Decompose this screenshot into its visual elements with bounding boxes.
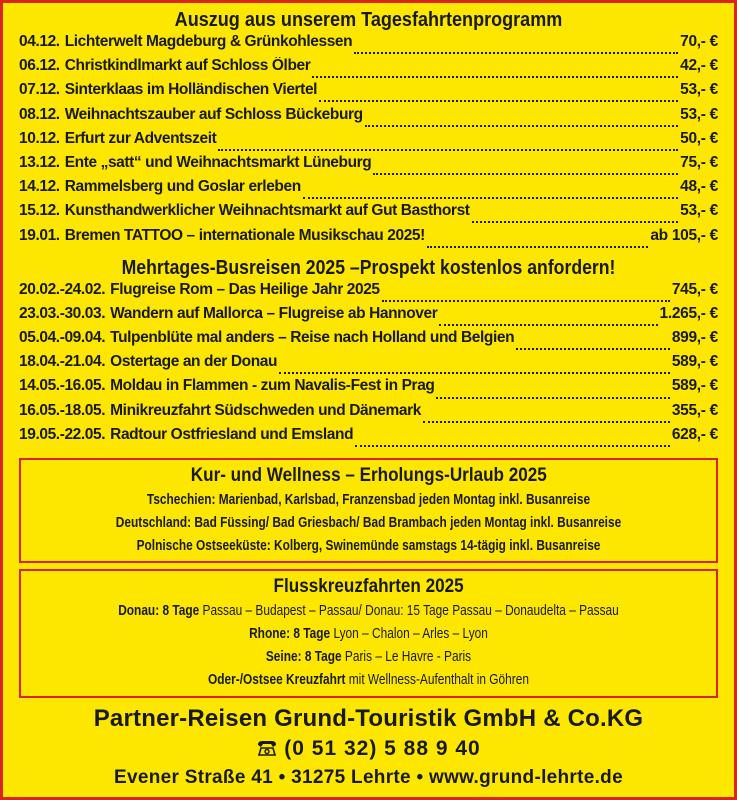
dot-leader: [279, 360, 670, 374]
footer: [19, 704, 718, 792]
trip-row: [19, 281, 718, 305]
trip-price: 75,- €: [680, 153, 718, 171]
trip-date: 15.12.: [19, 202, 60, 220]
trip-date: 19.05.-22.05.: [19, 425, 106, 443]
cruise-line: [84, 600, 654, 623]
dot-leader: [365, 113, 678, 127]
trip-title: Flugreise Rom – Das Heilige Jahr 2025: [110, 280, 380, 298]
trip-date: 08.12.: [19, 105, 60, 123]
day-trips-heading: Auszug aus unserem Tagesfahrtenprogramm: [174, 8, 563, 31]
dot-leader: [354, 40, 678, 54]
cruise-route: mit Wellness-Aufenthalt in Göhren: [345, 672, 529, 688]
dot-leader: [439, 312, 657, 326]
wellness-line: Deutschland: Bad Füssing/ Bad Griesbach/ Bad Brambach jeden Montag inkl. Busanreise: [115, 515, 622, 531]
trip-date: 10.12.: [19, 129, 60, 147]
trip-row: [19, 178, 718, 202]
cruise-line: [84, 623, 654, 646]
multi-day-trips-list: [19, 281, 718, 450]
dot-leader: [355, 433, 670, 447]
dot-leader: [303, 185, 678, 199]
trip-title: Erfurt zur Adventszeit: [64, 129, 217, 147]
wellness-line: Polnische Ostseeküste: Kolberg, Swinemünde samstags 14-tägig inkl. Busanreise: [136, 538, 601, 554]
trip-date: 14.12.: [19, 178, 60, 196]
trip-row: [19, 130, 718, 154]
trip-date: 07.12.: [19, 81, 60, 99]
trip-row: [19, 106, 718, 130]
trip-title: Ente „satt“ und Weihnachtsmarkt Lüneburg: [64, 153, 372, 171]
trip-title: Tulpenblüte mal anders – Reise nach Holland und Belgien: [110, 329, 515, 347]
wellness-heading: Kur- und Wellness – Erholungs-Urlaub 2025: [190, 465, 547, 486]
dot-leader: [423, 409, 670, 423]
trip-price: 50,- €: [680, 129, 718, 147]
trip-title: Radtour Ostfriesland und Emsland: [110, 425, 354, 443]
trip-title: Minikreuzfahrt Südschweden und Dänemark: [110, 401, 421, 419]
trip-date: 06.12.: [19, 57, 60, 75]
trip-row: [19, 154, 718, 178]
dot-leader: [382, 288, 670, 302]
dot-leader: [472, 209, 679, 223]
trip-row: [19, 202, 718, 226]
trip-price: 1.265,- €: [659, 304, 718, 322]
trip-title: Kunsthandwerklicher Weihnachtsmarkt auf Gut Basthorst: [64, 202, 470, 220]
cruise-route: Lyon – Chalon – Arles – Lyon: [330, 626, 488, 642]
cruise-lead: Seine: 8 Tage: [265, 649, 342, 665]
cruise-line: [84, 646, 654, 669]
dot-leader: [312, 64, 678, 78]
trip-price: 42,- €: [680, 57, 718, 75]
dot-leader: [319, 88, 678, 102]
dot-leader: [427, 234, 648, 248]
river-cruises-heading: Flusskreuzfahrten 2025: [273, 576, 464, 597]
company-name: Partner-Reisen Grund-Touristik GmbH & Co.KG: [93, 705, 644, 732]
trip-row: [19, 57, 718, 81]
trip-date: 20.02.-24.02.: [19, 280, 106, 298]
trip-date: 16.05.-18.05.: [19, 401, 106, 419]
trip-row: [19, 81, 718, 105]
trip-price: 53,- €: [680, 202, 718, 220]
trip-date: 23.03.-30.03.: [19, 304, 106, 322]
trip-price: 53,- €: [680, 81, 718, 99]
address-line: Evener Straße 41 • 31275 Lehrte • www.grund-lehrte.de: [114, 767, 623, 788]
dot-leader: [436, 385, 669, 399]
trip-price: 589,- €: [671, 353, 718, 371]
cruise-route: Paris – Le Havre - Paris: [341, 649, 472, 665]
trip-date: 14.05.-16.05.: [19, 377, 106, 395]
trip-title: Ostertage an der Donau: [110, 353, 278, 371]
dot-leader: [373, 161, 678, 175]
cruise-line: [84, 669, 654, 692]
dot-leader: [516, 336, 670, 350]
trip-row: [19, 377, 718, 401]
phone-number: (0 51 32) 5 88 9 40: [284, 737, 481, 760]
trip-row: [19, 227, 718, 251]
multi-day-trips-heading: Mehrtages-Busreisen 2025 –Prospekt kostenlos anfordern!: [121, 255, 616, 279]
trip-price: 899,- €: [671, 329, 718, 347]
dot-leader: [218, 137, 678, 151]
trip-title: Christkindlmarkt auf Schloss Ölber: [64, 57, 311, 75]
trip-title: Lichterwelt Magdeburg & Grünkohlessen: [64, 33, 353, 50]
trip-price: 589,- €: [671, 377, 718, 395]
trip-date: 13.12.: [19, 153, 60, 171]
trip-row: [19, 33, 718, 57]
trip-row: [19, 353, 718, 377]
trip-price: 355,- €: [671, 401, 718, 419]
trip-row: [19, 402, 718, 426]
phone-line: [19, 734, 718, 764]
trip-title: Bremen TATTOO – internationale Musikschau 2025!: [64, 226, 425, 244]
wellness-box: [19, 458, 718, 563]
trip-price: 745,- €: [671, 280, 718, 298]
trip-title: Wandern auf Mallorca – Flugreise ab Hannover: [110, 304, 438, 322]
trip-date: 05.04.-09.04.: [19, 329, 106, 347]
trip-title: Moldau in Flammen - zum Navalis-Fest in Prag: [110, 377, 435, 395]
day-trips-list: [19, 33, 718, 251]
trip-title: Sinterklaas im Holländischen Viertel: [64, 81, 318, 99]
trip-row: [19, 426, 718, 450]
telephone-icon: [256, 739, 278, 757]
trip-row: [19, 329, 718, 353]
cruise-route: Passau – Budapest – Passau/ Donau: 15 Tage Passau – Donaudelta – Passau: [199, 603, 619, 619]
trip-date: 19.01.: [19, 226, 60, 244]
trip-row: [19, 305, 718, 329]
trip-price: 628,- €: [671, 425, 718, 443]
cruise-lead: Oder-/Ostsee Kreuzfahrt: [208, 672, 346, 688]
trip-price: 48,- €: [680, 178, 718, 196]
trip-title: Weihnachtszauber auf Schloss Bückeburg: [64, 105, 363, 123]
cruise-lead: Rhone: 8 Tage: [249, 626, 331, 642]
trip-date: 04.12.: [19, 33, 60, 50]
trip-price: ab 105,- €: [650, 226, 718, 244]
trip-date: 18.04.-21.04.: [19, 353, 106, 371]
trip-price: 70,- €: [680, 33, 718, 50]
trip-price: 53,- €: [680, 105, 718, 123]
wellness-line: Tschechien: Marienbad, Karlsbad, Franzensbad jeden Montag inkl. Busanreise: [146, 492, 591, 508]
cruise-lead: Donau: 8 Tage: [118, 603, 200, 619]
trip-title: Rammelsberg und Goslar erleben: [64, 178, 301, 196]
river-cruises-box: [19, 569, 718, 698]
